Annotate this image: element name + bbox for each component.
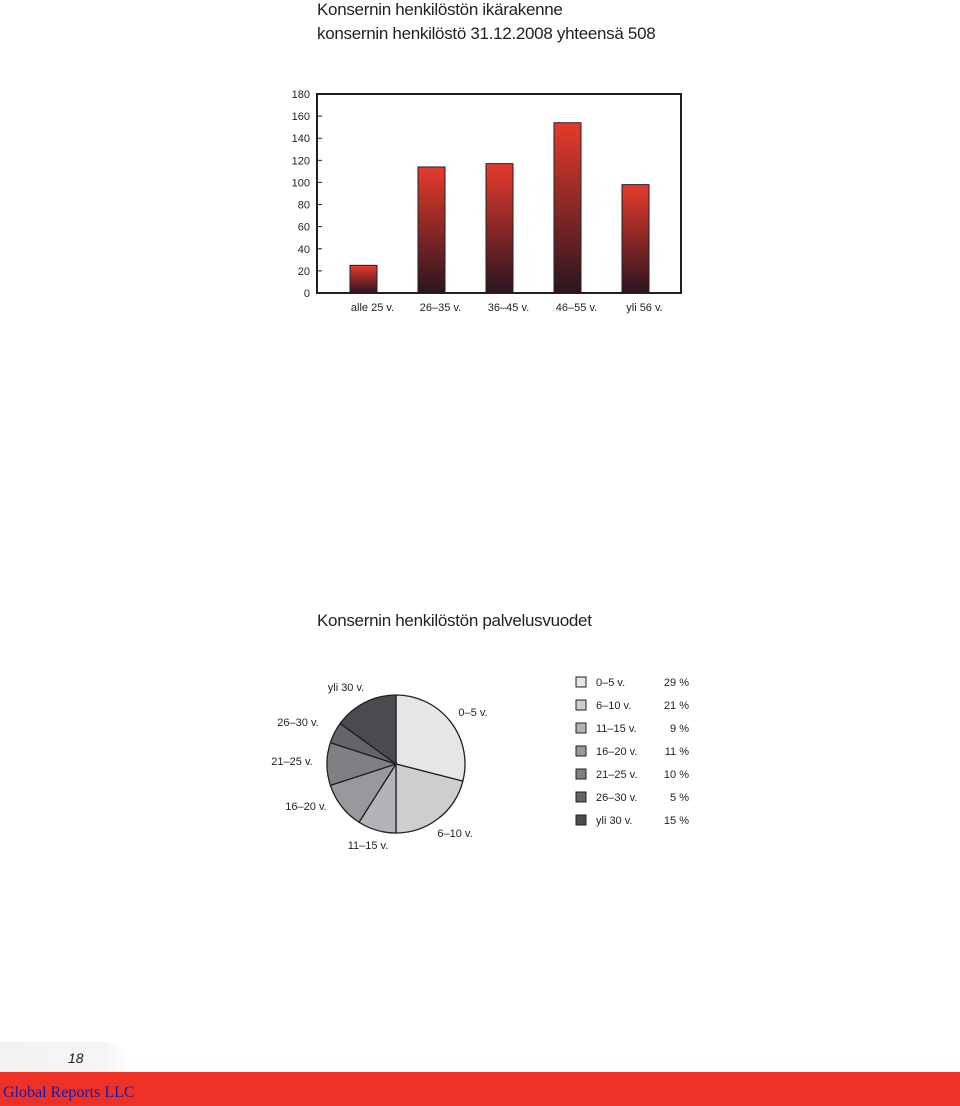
y-tick-label: 40 bbox=[297, 243, 310, 256]
legend-label: 26–30 v. bbox=[596, 792, 638, 804]
pie-slice-label: 26–30 v. bbox=[277, 717, 319, 729]
pie-chart-title: Konsernin henkilöstön palvelusvuodet bbox=[317, 611, 592, 630]
x-tick-label: 36–45 v. bbox=[487, 302, 530, 314]
legend-label: 0–5 v. bbox=[596, 677, 626, 689]
legend-swatch bbox=[576, 769, 586, 779]
legend-value: 5 % bbox=[670, 792, 689, 804]
legend-value: 9 % bbox=[670, 723, 689, 735]
pie-slice-label: 16–20 v. bbox=[285, 801, 327, 813]
legend-label: 21–25 v. bbox=[596, 769, 638, 781]
y-tick-label: 20 bbox=[297, 265, 310, 278]
x-tick-label: 26–35 v. bbox=[419, 302, 462, 314]
legend-value: 11 % bbox=[664, 746, 689, 758]
pie-slice-label: 21–25 v. bbox=[271, 756, 313, 768]
y-tick-label: 60 bbox=[297, 221, 310, 234]
pie-slice-label: yli 30 v. bbox=[327, 682, 365, 694]
pie-slice-label: 6–10 v. bbox=[437, 828, 473, 840]
legend-label: yli 30 v. bbox=[596, 815, 633, 827]
legend-value: 15 % bbox=[663, 815, 689, 827]
legend-swatch bbox=[576, 677, 586, 687]
pie-slice-label: 11–15 v. bbox=[347, 840, 389, 852]
x-tick-label: 46–55 v. bbox=[555, 302, 598, 314]
bar-chart-subtitle: konsernin henkilöstö 31.12.2008 yhteensä 508 bbox=[317, 24, 656, 43]
y-tick-label: 180 bbox=[291, 89, 310, 101]
bar-chart-title: Konsernin henkilöstön ikärakenne bbox=[317, 0, 563, 19]
y-tick-label: 160 bbox=[291, 111, 310, 124]
legend-swatch bbox=[576, 815, 586, 825]
page-number: 18 bbox=[68, 1050, 84, 1066]
legend-label: 11–15 v. bbox=[596, 723, 637, 735]
legend-value: 10 % bbox=[663, 769, 689, 781]
y-tick-label: 120 bbox=[291, 155, 310, 168]
y-tick-label: 0 bbox=[303, 288, 310, 300]
legend-label: 16–20 v. bbox=[596, 746, 638, 758]
y-tick-label: 140 bbox=[291, 133, 310, 146]
pie-slice-label: 0–5 v. bbox=[458, 707, 488, 719]
y-tick-label: 80 bbox=[297, 199, 310, 212]
legend-swatch bbox=[576, 746, 586, 756]
legend-value: 21 % bbox=[663, 700, 689, 712]
legend-value: 29 % bbox=[663, 677, 689, 689]
page-number-tab bbox=[0, 1042, 132, 1074]
legend-swatch bbox=[576, 723, 586, 733]
footer-bar bbox=[0, 1072, 960, 1106]
legend-label: 6–10 v. bbox=[596, 700, 632, 712]
x-tick-label: yli 56 v. bbox=[626, 302, 663, 314]
legend-swatch bbox=[576, 792, 586, 802]
x-tick-label: alle 25 v. bbox=[350, 302, 395, 314]
y-tick-label: 100 bbox=[291, 177, 310, 190]
legend-swatch bbox=[576, 700, 586, 710]
publisher-name: Global Reports LLC bbox=[3, 1084, 135, 1101]
